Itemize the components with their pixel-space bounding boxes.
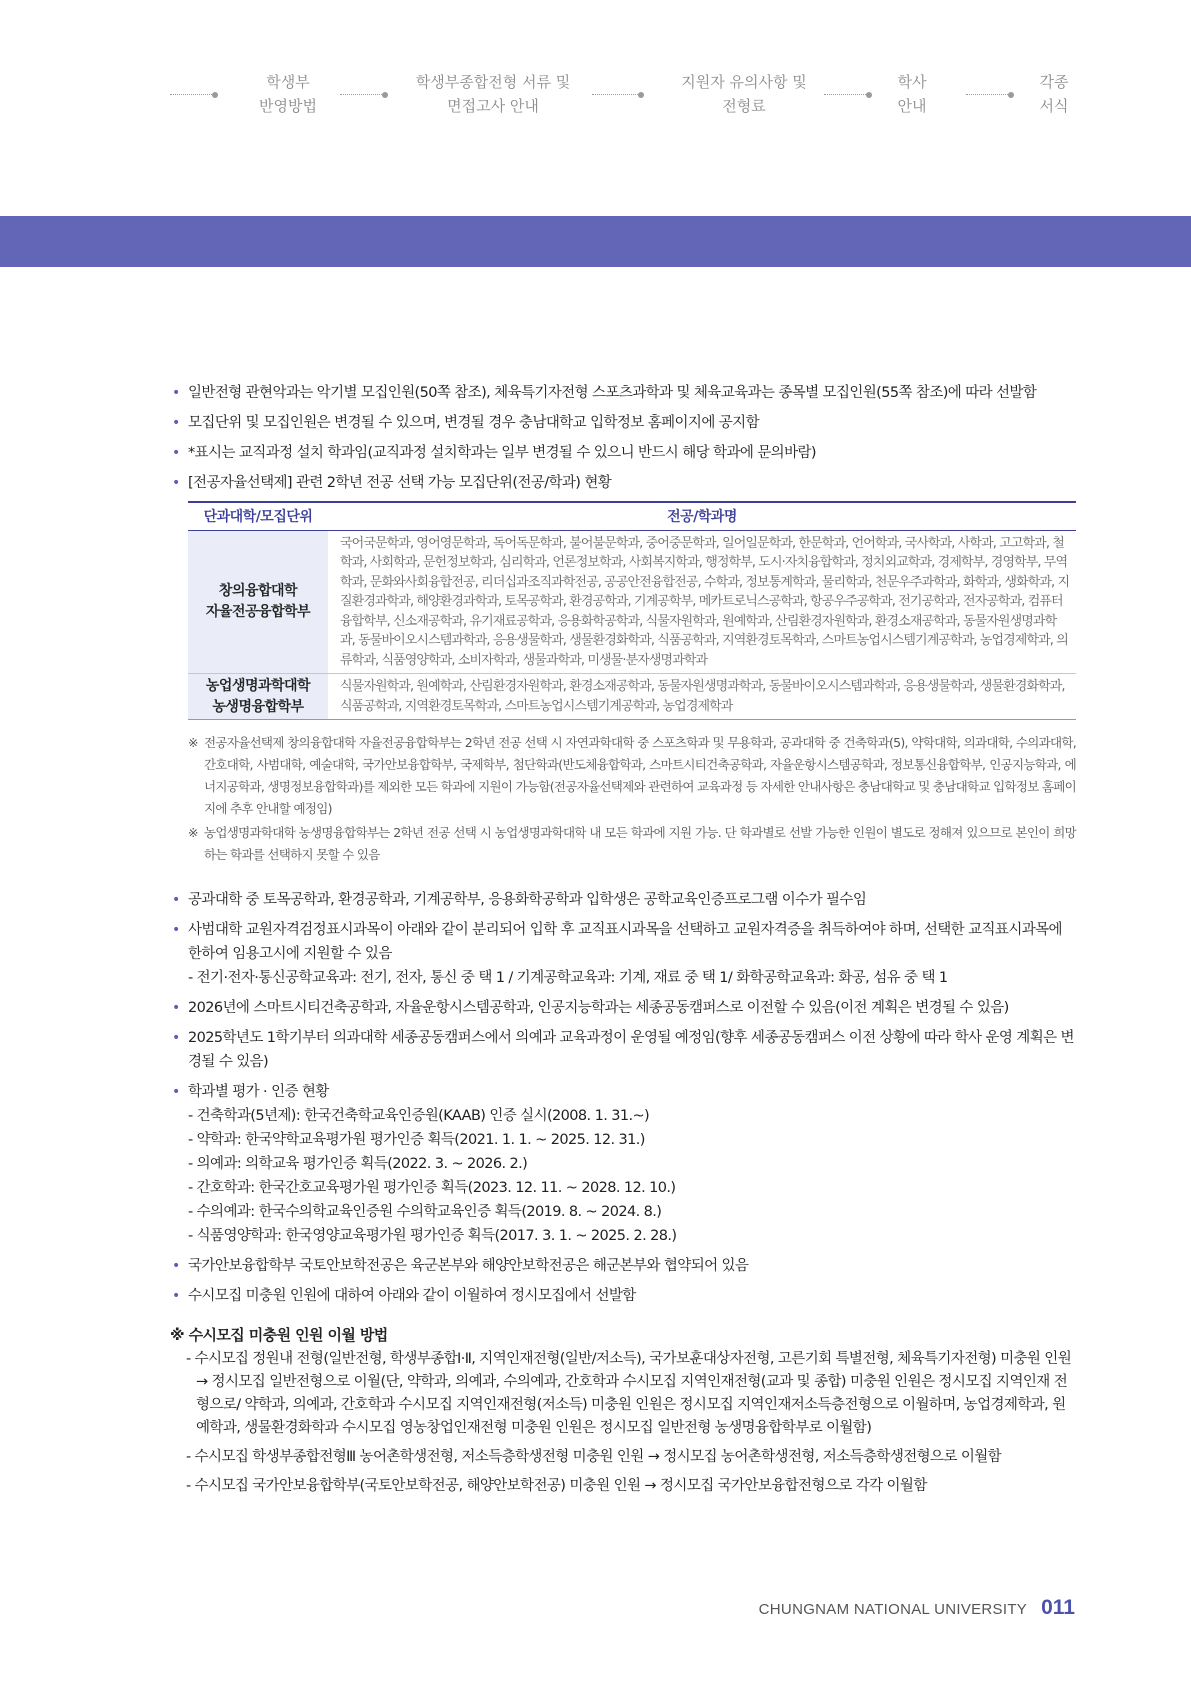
header-college: 단과대학/모집단위 [188, 502, 328, 530]
majors-cell: 국어국문학과, 영어영문학과, 독어독문학과, 불어불문학과, 중어중문학과, 일어일문학과, 한문학과, 언어학과, 국사학과, 사학과, 고고학과, 철학과, 사회학과, 문헌정보학과, 심리학과, 언론정보학과, 사회복지학과, 행정학부, 도시·자치융합학과, 정치외교학과, 경제학부, 경영학부, 무역학과, 문화와사회융합전공, 리더십과조직과학전공, 공공안전융합전공, 수학과, 정보통계학과, 물리학과, 천문우주과학과, 화학과, 생화학과, 지질환경과학과, 해양환경과학과, 토목공학과, 환경공학과, 기계공학부, 메카트로닉스공학과, 항공우주공학과, 전기공학과, 전자공학과, 컴퓨터융합학부, 신소재공학과, 유기재료공학과, 응용화학공학과, 식물자원학과, 원예학과, 산림환경자원학과, 환경소재공학과, 동물자원생명과학과, 동물바이오시스템과학과, 응용생물학과, 생물환경화학과, 식품공학과, 지역환경토목학과, 스마트농업시스템기계공학과, 농업경제학과, 의류학과, 식품영양학과, 소비자학과, 생물과학과, 미생물·분자생명과학과 [340, 535, 1070, 668]
nav-item-record-method[interactable]: 학생부 반영방법 [259, 73, 317, 115]
majors-cell: 식물자원학과, 원예학과, 산림환경자원학과, 환경소재공학과, 동물자원생명과학과, 동물바이오시스템과학과, 응용생물학과, 생물환경화학과, 식품공학과, 지역환경토목학과, 스마트농업시스템기계공학과, 농업경제학과 [328, 674, 1076, 720]
table-header-row [188, 502, 1076, 530]
list-subitem: - 의예과: 의학교육 평가인증 획득(2022. 3. ~ 2026. 2.) [188, 1156, 528, 1172]
nav-item-academic-guide[interactable]: 학사 안내 [897, 73, 927, 115]
list-subitem: - 간호학과: 한국간호교육평가원 평가인증 획득(2023. 12. 11. ~ 2028. 12. 10.) [188, 1180, 676, 1196]
list-item-text: 학과별 평가 · 인증 현황 [188, 1084, 329, 1100]
list-item: • 일반전형 관현악과는 악기별 모집인원(50쪽 참조), 체육특기자전형 스포츠과학과 및 체육교육과는 종목별 모집인원(55쪽 참조)에 따라 선발함 [172, 381, 1077, 405]
list-item-text: 국가안보융합학부 국토안보학전공은 육군본부와 해양안보학전공은 해군본부와 협약되어 있음 [188, 1258, 749, 1274]
list-item-text: 사범대학 교원자격검정표시과목이 아래와 같이 분리되어 입학 후 교직표시과목을 선택하고 교원자격증을 취득하여야 하며, 선택한 교직표시과목에 한하여 임용고시에 지원할 수 있음 [188, 922, 1062, 962]
reference-mark: ※ [188, 735, 198, 750]
list-item: • *표시는 교직과정 설치 학과임(교직과정 설치학과는 일부 변경될 수 있으니 반드시 해당 학과에 문의바람) [172, 441, 1077, 465]
transfer-item: - 수시모집 정원내 전형(일반전형, 학생부종합Ⅰ·Ⅱ, 지역인재전형(일반/저소득), 국가보훈대상자전형, 고른기회 특별전형, 체육특기자전형) 미충원 인원 [186, 1351, 1072, 1367]
transfer-item: - 수시모집 국가안보융합학부(국토안보학전공, 해양안보학전공) 미충원 인원 → 정시모집 국가안보융합전형으로 각각 이월함 [186, 1478, 927, 1494]
list-item [172, 1026, 1077, 1074]
section-band [0, 216, 1191, 267]
list-item [172, 888, 1077, 912]
list-item: • 모집단위 및 모집인원은 변경될 수 있으며, 변경될 경우 충남대학교 입학정보 홈페이지에 공지함 [172, 411, 1077, 435]
list-item [172, 918, 1077, 990]
nav-item-interview-guide[interactable]: 학생부종합전형 서류 및 면접고사 안내 [415, 73, 571, 115]
list-subitem: - 식품영양학과: 한국영양교육평가원 평가인증 획득(2017. 3. 1. ~ 2025. 2. 28.) [188, 1228, 677, 1244]
nav-item-forms[interactable]: 각종 서식 [1039, 73, 1069, 115]
table-notes [188, 732, 1076, 866]
list-item-text: 공과대학 중 토목공학과, 환경공학과, 기계공학부, 응용화학공학과 입학생은 공학교육인증프로그램 이수가 필수임 [188, 892, 867, 908]
list-item [172, 1080, 1077, 1248]
transfer-title: ※ 수시모집 미충원 인원 이월 방법 [170, 1326, 388, 1344]
major-selection-table [188, 501, 1076, 720]
main-content [172, 381, 1077, 1498]
nav-connector [170, 92, 218, 98]
list-item [172, 1284, 1077, 1308]
top-navigation [160, 70, 1090, 120]
transfer-arrow-item: → 정시모집 일반전형으로 이월(단, 약학과, 의예과, 수의예과, 간호학과 수시모집 지역인재전형(교과 및 종합) 미충원 인원은 정시모집 지역인재 전형으로/ 약학과, 의예과, 간호학과 수시모집 지역인재전형(저소득) 미충원 인원은 정시모집 지역인재저소득층전형으로 이월하며, 농업경제학과, 원예학과, 생물환경화학과 수시모집 영농창업인재전형 미충원 인원은 정시모집 일반전형 농생명융합학부로 이월함) [196, 1374, 1068, 1436]
top-bullet-list [172, 381, 1077, 495]
list-item-text: 수시모집 미충원 인원에 대하여 아래와 같이 이월하여 정시모집에서 선발함 [188, 1288, 636, 1304]
page-footer [759, 1596, 1075, 1620]
transfer-item: - 수시모집 학생부종합전형Ⅲ 농어촌학생전형, 저소득층학생전형 미충원 인원 → 정시모집 농어촌학생전형, 저소득층학생전형으로 이월함 [186, 1449, 1002, 1465]
note-text: 전공자율선택제 창의융합대학 자율전공융합학부는 2학년 전공 선택 시 자연과학대학 중 스포츠학과 및 무용학과, 공과대학 중 건축학과(5), 약학대학, 의과대학, 수의과대학, 간호대학, 사범대학, 예술대학, 국가안보융합학부, 국제학부, 첨단학과(반도체융합학과, 스마트시티건축공학과, 자율운항시스템공학과, 정보통신융합학부, 인공지능학과, 에너지공학과, 생명정보융합학과)를 제외한 모든 학과에 지원이 가능함(전공자율선택제와 관련하여 교육과정 등 자세한 안내사항은 충남대학교 및 충남대학교 입학정보 홈페이지에 추후 안내할 예정임) [204, 735, 1076, 816]
reference-mark: ※ [188, 825, 198, 840]
list-subitem: - 전기·전자·통신공학교육과: 전기, 전자, 통신 중 택 1 / 기계공학교육과: 기계, 재료 중 택 1/ 화학공학교육과: 화공, 섬유 중 택 1 [188, 970, 948, 986]
university-name: CHUNGNAM NATIONAL UNIVERSITY [758, 1601, 1028, 1618]
middle-bullet-list [172, 888, 1077, 1308]
list-subitem: - 수의예과: 한국수의학교육인증원 수의학교육인증 획득(2019. 8. ~ 2024. 8.) [188, 1204, 662, 1220]
list-item [172, 1254, 1077, 1278]
list-item: • [전공자율선택제] 관련 2학년 전공 선택 가능 모집단위(전공/학과) 현황 [172, 471, 1077, 495]
nav-connector [340, 92, 388, 98]
table-row [188, 530, 1076, 674]
list-item-text: 2026년에 스마트시티건축공학과, 자율운항시스템공학과, 인공지능학과는 세종공동캠퍼스로 이전할 수 있음(이전 계획은 변경될 수 있음) [188, 1000, 1009, 1016]
note-item [188, 822, 1076, 866]
college-cell: 창의융합대학 자율전공융합학부 [188, 530, 328, 674]
page-number: 011 [1041, 1596, 1075, 1619]
note-item [188, 732, 1076, 820]
header-major: 전공/학과명 [328, 502, 1076, 530]
transfer-section [170, 1322, 1077, 1498]
college-cell: 농업생명과학대학 농생명융합학부 [188, 674, 328, 720]
list-subitem: - 약학과: 한국약학교육평가원 평가인증 획득(2021. 1. 1. ~ 2025. 12. 31.) [188, 1132, 645, 1148]
nav-connector [592, 92, 644, 98]
nav-connector [966, 92, 1014, 98]
list-item [172, 996, 1077, 1020]
note-text: 농업생명과학대학 농생명융합학부는 2학년 전공 선택 시 농업생명과학대학 내 모든 학과에 지원 가능. 단 학과별로 선발 가능한 인원이 별도로 정해져 있으므로 본인이 희망하는 학과를 선택하지 못할 수 있음 [204, 825, 1076, 862]
list-subitem: - 건축학과(5년제): 한국건축학교육인증원(KAAB) 인증 실시(2008. 1. 31.~) [188, 1108, 650, 1124]
list-item-text: 2025학년도 1학기부터 의과대학 세종공동캠퍼스에서 의예과 교육과정이 운영될 예정임(향후 세종공동캠퍼스 이전 상황에 따라 학사 운영 계획은 변경될 수 있음) [188, 1030, 1074, 1070]
table-row [188, 674, 1076, 720]
nav-connector [824, 92, 872, 98]
nav-item-applicant-notice[interactable]: 지원자 유의사항 및 전형료 [681, 73, 807, 115]
